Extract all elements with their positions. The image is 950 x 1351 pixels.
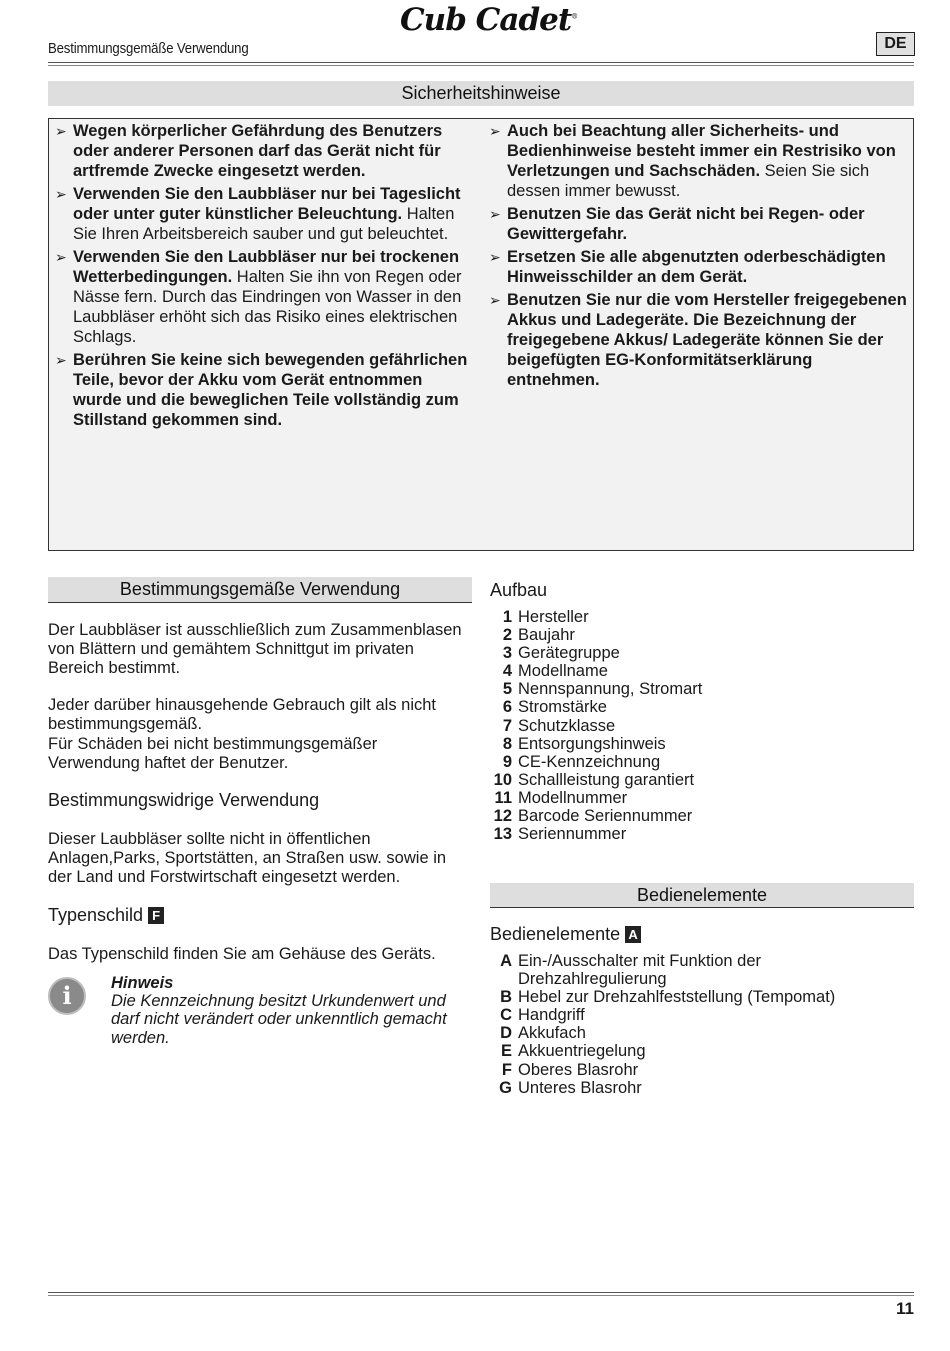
note-text: Die Kennzeichnung besitzt Urkundenwert und darf nicht verändert oder unkenntlich gemacht werden.	[111, 992, 447, 1047]
note-box	[111, 974, 461, 1047]
list-item-marker: E	[500, 1042, 512, 1061]
list-item	[490, 753, 910, 771]
footer-divider-secondary	[48, 1295, 914, 1296]
usage-title: Bestimmungsgemäße Verwendung	[48, 577, 472, 603]
safety-item	[489, 121, 909, 201]
safety-item-bold: Berühren Sie keine sich bewegenden gefährlichen Teile, bevor der Akku vom Gerät entnommen wurde und die beweglichen Teile vollständig zum Stillstand gekommen sind.	[73, 351, 468, 429]
safety-item-bold: Verwenden Sie den Laubbläser nur bei trockenen Wetterbedingungen.	[73, 248, 460, 286]
list-item-label: Schutzklasse	[518, 716, 616, 735]
list-item	[490, 1061, 910, 1079]
list-item	[490, 988, 910, 1006]
info-icon: i	[48, 977, 86, 1015]
safety-item-bold: Verwenden Sie den Laubbläser nur bei Tageslicht oder unter guter künstlicher Beleuchtung.	[73, 185, 461, 223]
misuse-paragraph: Dieser Laubbläser sollte nicht in öffentlichen Anlagen,Parks, Sportstätten, an Straßen usw. sowie in der Land und Forstwirtschaft eingesetzt werden.	[48, 830, 447, 886]
safety-item-bold: Ersetzen Sie alle abgenutzten oderbeschädigten Hinweisschilder an dem Gerät.	[507, 248, 886, 286]
list-item-label: Oberes Blasrohr	[518, 1060, 639, 1079]
controls-heading	[490, 924, 641, 945]
safety-item	[55, 121, 475, 181]
controls-heading-text: Bedienelemente	[490, 924, 621, 944]
list-item-marker: 7	[502, 716, 512, 735]
list-item	[490, 771, 910, 789]
list-item-label: Modellnummer	[518, 788, 628, 807]
list-item	[490, 952, 910, 988]
aufbau-heading: Aufbau	[490, 580, 548, 600]
list-item-label: Gerätegruppe	[518, 644, 620, 663]
safety-item-bold: Benutzen Sie nur die vom Hersteller freigegebenen Akkus und Ladegeräte. Die Bezeichnung der freigegebene Akkus/ Ladegeräte können Sie der beigefügten EG-Konformitätserklärung entnehmen.	[507, 291, 907, 389]
safety-column-left	[55, 121, 475, 433]
arrow-bullet-icon: ➢	[55, 352, 67, 368]
safety-item	[55, 350, 475, 430]
language-badge: DE	[876, 32, 915, 56]
controls-list	[490, 952, 910, 1097]
list-item-marker: 3	[502, 644, 512, 663]
list-item-marker: 10	[493, 770, 512, 789]
list-item	[490, 662, 910, 680]
list-item	[490, 717, 910, 735]
aufbau-list	[490, 608, 910, 843]
list-item-label: CE-Kennzeichnung	[518, 752, 661, 771]
footer-divider	[48, 1292, 914, 1293]
list-item-label: Baujahr	[518, 626, 575, 645]
figure-ref-badge: F	[148, 907, 164, 924]
list-item	[490, 1079, 910, 1097]
safety-item	[489, 290, 909, 390]
list-item-label: Nennspannung, Stromart	[518, 680, 703, 699]
list-item-label: Ein-/Ausschalter mit Funktion der Drehzahlregulierung	[518, 952, 762, 989]
list-item	[490, 1024, 910, 1042]
list-item-label: Akkuentriegelung	[518, 1042, 646, 1061]
list-item-marker: 4	[502, 662, 512, 681]
arrow-bullet-icon: ➢	[55, 123, 67, 139]
list-item-marker: A	[500, 952, 512, 970]
list-item-marker: G	[499, 1078, 512, 1097]
arrow-bullet-icon: ➢	[489, 292, 501, 308]
list-item-marker: 5	[502, 680, 512, 699]
list-item-marker: D	[500, 1024, 512, 1043]
note-title: Hinweis	[111, 974, 174, 992]
list-item	[490, 608, 910, 626]
list-item-marker: 13	[493, 825, 512, 844]
header-divider-secondary	[48, 65, 914, 66]
list-item-label: Hebel zur Drehzahlfeststellung (Tempomat)	[518, 988, 836, 1007]
safety-item	[55, 247, 475, 347]
list-item-label: Entsorgungshinweis	[518, 734, 666, 753]
list-item	[490, 789, 910, 807]
list-item	[490, 1006, 910, 1024]
list-item-label: Unteres Blasrohr	[518, 1078, 642, 1097]
safety-item	[489, 204, 909, 244]
typeplate-heading	[48, 905, 164, 926]
safety-item-text: Halten Sie ihn von Regen oder Nässe fern. Durch das Eindringen von Wasser in den Laubbläser erhöht sich das Risiko eines elektrischen Schlags.	[73, 268, 462, 346]
list-item	[490, 1042, 910, 1060]
safety-item	[55, 184, 475, 244]
list-item-marker: B	[500, 988, 512, 1007]
usage-paragraph: Der Laubbläser ist ausschließlich zum Zusammenblasen von Blättern und gemähtem Schnittgut im privaten Bereich bestimmt.	[48, 621, 462, 677]
brand-logo: Cub Cadet®	[400, 2, 578, 38]
list-item-label: Akkufach	[518, 1024, 586, 1043]
list-item-label: Modellname	[518, 662, 608, 681]
arrow-bullet-icon: ➢	[489, 123, 501, 139]
safety-box	[48, 118, 914, 551]
list-item	[490, 698, 910, 716]
figure-ref-badge: A	[625, 926, 641, 943]
list-item-label: Barcode Seriennummer	[518, 807, 693, 826]
misuse-heading: Bestimmungswidrige Verwendung	[48, 790, 320, 810]
safety-item-bold: Auch bei Beachtung aller Sicherheits- und Bedienhinweise besteht immer ein Restrisiko von Verletzungen und Sachschäden.	[507, 122, 896, 180]
list-item-label: Hersteller	[518, 608, 589, 626]
list-item-marker: 8	[502, 734, 512, 753]
safety-item-text: Halten Sie Ihren Arbeitsbereich sauber und gut beleuchtet.	[73, 205, 455, 243]
safety-item-text: Seien Sie sich dessen immer bewusst.	[507, 162, 870, 200]
safety-title: Sicherheitshinweise	[48, 81, 914, 106]
header-divider	[48, 62, 914, 63]
list-item-marker: C	[500, 1006, 512, 1025]
usage-scope-paragraph: Jeder darüber hinausgehende Gebrauch gilt als nicht bestimmungsgemäß.	[48, 696, 437, 733]
safety-column-right	[489, 121, 909, 393]
list-item-marker: 11	[494, 788, 512, 807]
brand-name: Cub Cadet	[400, 2, 572, 38]
page-number: 11	[896, 1299, 914, 1318]
list-item-label: Seriennummer	[518, 825, 627, 844]
typeplate-paragraph: Das Typenschild finden Sie am Gehäuse des Geräts.	[48, 945, 436, 963]
safety-item-bold: Wegen körperlicher Gefährdung des Benutzers oder anderer Personen darf das Gerät nicht für artfremde Zwecke eingesetzt werden.	[73, 122, 443, 180]
controls-bar-title: Bedienelemente	[490, 883, 914, 908]
list-item	[490, 735, 910, 753]
arrow-bullet-icon: ➢	[55, 186, 67, 202]
arrow-bullet-icon: ➢	[489, 249, 501, 265]
usage-liability-paragraph: Für Schäden bei nicht bestimmungsgemäßer Verwendung haftet der Benutzer.	[48, 735, 378, 772]
list-item-marker: 2	[502, 626, 512, 645]
list-item-label: Schallleistung garantiert	[518, 770, 695, 789]
list-item-label: Handgriff	[518, 1006, 585, 1025]
list-item	[490, 807, 910, 825]
list-item	[490, 626, 910, 644]
list-item	[490, 644, 910, 662]
list-item	[490, 680, 910, 698]
running-header: Bestimmungsgemäße Verwendung	[48, 40, 249, 57]
list-item-marker: 9	[502, 752, 512, 771]
list-item-marker: 1	[502, 608, 512, 626]
list-item	[490, 825, 910, 843]
arrow-bullet-icon: ➢	[489, 206, 501, 222]
arrow-bullet-icon: ➢	[55, 249, 67, 265]
safety-item-bold: Benutzen Sie das Gerät nicht bei Regen- oder Gewittergefahr.	[507, 205, 865, 243]
safety-item	[489, 247, 909, 287]
typeplate-heading-text: Typenschild	[48, 905, 144, 925]
list-item-marker: F	[501, 1060, 512, 1079]
list-item-marker: 6	[502, 698, 512, 717]
list-item-label: Stromstärke	[518, 698, 607, 717]
list-item-marker: 12	[493, 807, 512, 826]
